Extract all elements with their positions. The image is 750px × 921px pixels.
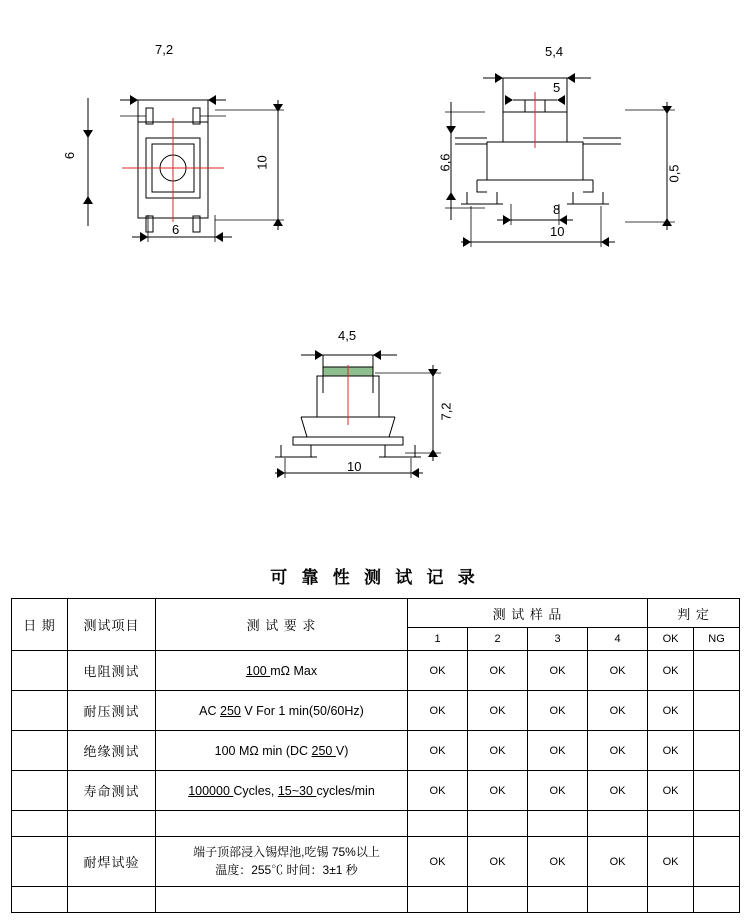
- side-view-dim-width-bottom: 10: [550, 224, 565, 239]
- cell-date: [12, 837, 68, 887]
- cell-judge-ng: [694, 811, 740, 837]
- top-view-dim-height-left: 6: [62, 151, 78, 160]
- cell-test-item: 绝缘测试: [68, 731, 156, 771]
- cell-test-item: [68, 887, 156, 913]
- side-view-dim-height-right: 0,5: [666, 164, 682, 183]
- top-view-dim-height-right: 10: [254, 155, 270, 170]
- cell-sample-1: OK: [408, 651, 468, 691]
- cell-judge-ng: [694, 651, 740, 691]
- cell-test-item: [68, 811, 156, 837]
- cell-sample-3: OK: [528, 691, 588, 731]
- cell-sample-2: OK: [468, 691, 528, 731]
- header-item: 测试项目: [68, 599, 156, 651]
- header-requirement: 测 试 要 求: [156, 599, 408, 651]
- cell-judge-ng: [694, 887, 740, 913]
- cell-test-item: 寿命测试: [68, 771, 156, 811]
- cell-sample-4: OK: [588, 731, 648, 771]
- reliability-test-table-wrap: [11, 598, 739, 913]
- side-view-dim-width-mid: 8: [553, 202, 561, 217]
- header-sample-1: 1: [408, 628, 468, 651]
- cell-requirement: [156, 887, 408, 913]
- cell-judge-ok: OK: [648, 731, 694, 771]
- header-judge-ng: NG: [694, 628, 740, 651]
- cell-sample-2: OK: [468, 771, 528, 811]
- cell-sample-2: OK: [468, 731, 528, 771]
- cell-sample-4: OK: [588, 651, 648, 691]
- cell-date: [12, 811, 68, 837]
- side-view-dim-width-inner: 5: [553, 80, 561, 95]
- cell-judge-ok: OK: [648, 837, 694, 887]
- cell-date: [12, 651, 68, 691]
- side-view-drawing: [425, 30, 705, 260]
- cell-judge-ng: [694, 731, 740, 771]
- header-judge-ok: OK: [648, 628, 694, 651]
- cell-test-item: 耐焊试验: [68, 837, 156, 887]
- cell-sample-1: OK: [408, 837, 468, 887]
- top-view-dim-width-top: 7,2: [155, 42, 174, 57]
- table-body: [12, 651, 740, 913]
- cell-judge-ok: OK: [648, 771, 694, 811]
- top-view-dim-width-bottom: 6: [172, 222, 180, 237]
- cell-requirement: [156, 811, 408, 837]
- table-row: [12, 837, 740, 887]
- cell-sample-1: OK: [408, 691, 468, 731]
- reliability-test-table: [11, 598, 740, 913]
- cell-sample-1: [408, 811, 468, 837]
- header-sample-3: 3: [528, 628, 588, 651]
- cell-judge-ng: [694, 771, 740, 811]
- cell-sample-1: OK: [408, 731, 468, 771]
- cell-test-item: 耐压测试: [68, 691, 156, 731]
- cell-sample-1: [408, 887, 468, 913]
- cell-sample-4: OK: [588, 691, 648, 731]
- page-title: 可 靠 性 测 试 记 录: [270, 568, 480, 587]
- front-view-dim-width-top: 4,5: [338, 328, 357, 343]
- table-row: [12, 731, 740, 771]
- cell-judge-ng: [694, 837, 740, 887]
- top-view-drawing: [60, 30, 320, 260]
- header-judgement: 判 定: [648, 599, 740, 628]
- cell-requirement: 端子顶部浸入锡焊池,吃锡 75%以上 温度：255℃ 时间：3±1 秒: [156, 837, 408, 887]
- header-sample-4: 4: [588, 628, 648, 651]
- cell-requirement: 100 MΩ min (DC 250 V): [156, 731, 408, 771]
- cell-sample-4: OK: [588, 837, 648, 887]
- cell-sample-3: OK: [528, 731, 588, 771]
- header-sample-2: 2: [468, 628, 528, 651]
- cell-sample-1: OK: [408, 771, 468, 811]
- cell-requirement: 100 mΩ Max: [156, 651, 408, 691]
- cell-test-item: 电阻测试: [68, 651, 156, 691]
- cell-sample-3: OK: [528, 837, 588, 887]
- side-view-dim-width-top: 5,4: [545, 44, 564, 59]
- cell-judge-ok: [648, 811, 694, 837]
- front-view-dim-height-right: 7,2: [438, 402, 454, 421]
- cell-sample-4: [588, 811, 648, 837]
- cell-sample-4: [588, 887, 648, 913]
- cell-date: [12, 887, 68, 913]
- side-view-dim-height-left: 6,6: [437, 153, 453, 172]
- cell-date: [12, 771, 68, 811]
- cell-requirement: 100000 Cycles, 15~30 cycles/min: [156, 771, 408, 811]
- cell-sample-2: [468, 811, 528, 837]
- cell-sample-4: OK: [588, 771, 648, 811]
- front-view-dim-width-bottom: 10: [347, 459, 362, 474]
- cell-sample-2: OK: [468, 651, 528, 691]
- table-row: [12, 811, 740, 837]
- header-samples: 测 试 样 品: [408, 599, 648, 628]
- cell-sample-3: [528, 887, 588, 913]
- table-row: [12, 887, 740, 913]
- cell-sample-3: OK: [528, 651, 588, 691]
- cell-sample-3: OK: [528, 771, 588, 811]
- header-date: 日 期: [12, 599, 68, 651]
- table-row: [12, 691, 740, 731]
- table-row: [12, 651, 740, 691]
- cell-date: [12, 691, 68, 731]
- cell-sample-2: OK: [468, 837, 528, 887]
- cell-requirement: AC 250 V For 1 min(50/60Hz): [156, 691, 408, 731]
- cell-judge-ok: OK: [648, 691, 694, 731]
- cell-judge-ng: [694, 691, 740, 731]
- cell-sample-3: [528, 811, 588, 837]
- cell-sample-2: [468, 887, 528, 913]
- cell-date: [12, 731, 68, 771]
- cell-judge-ok: OK: [648, 651, 694, 691]
- cell-judge-ok: [648, 887, 694, 913]
- table-row: [12, 771, 740, 811]
